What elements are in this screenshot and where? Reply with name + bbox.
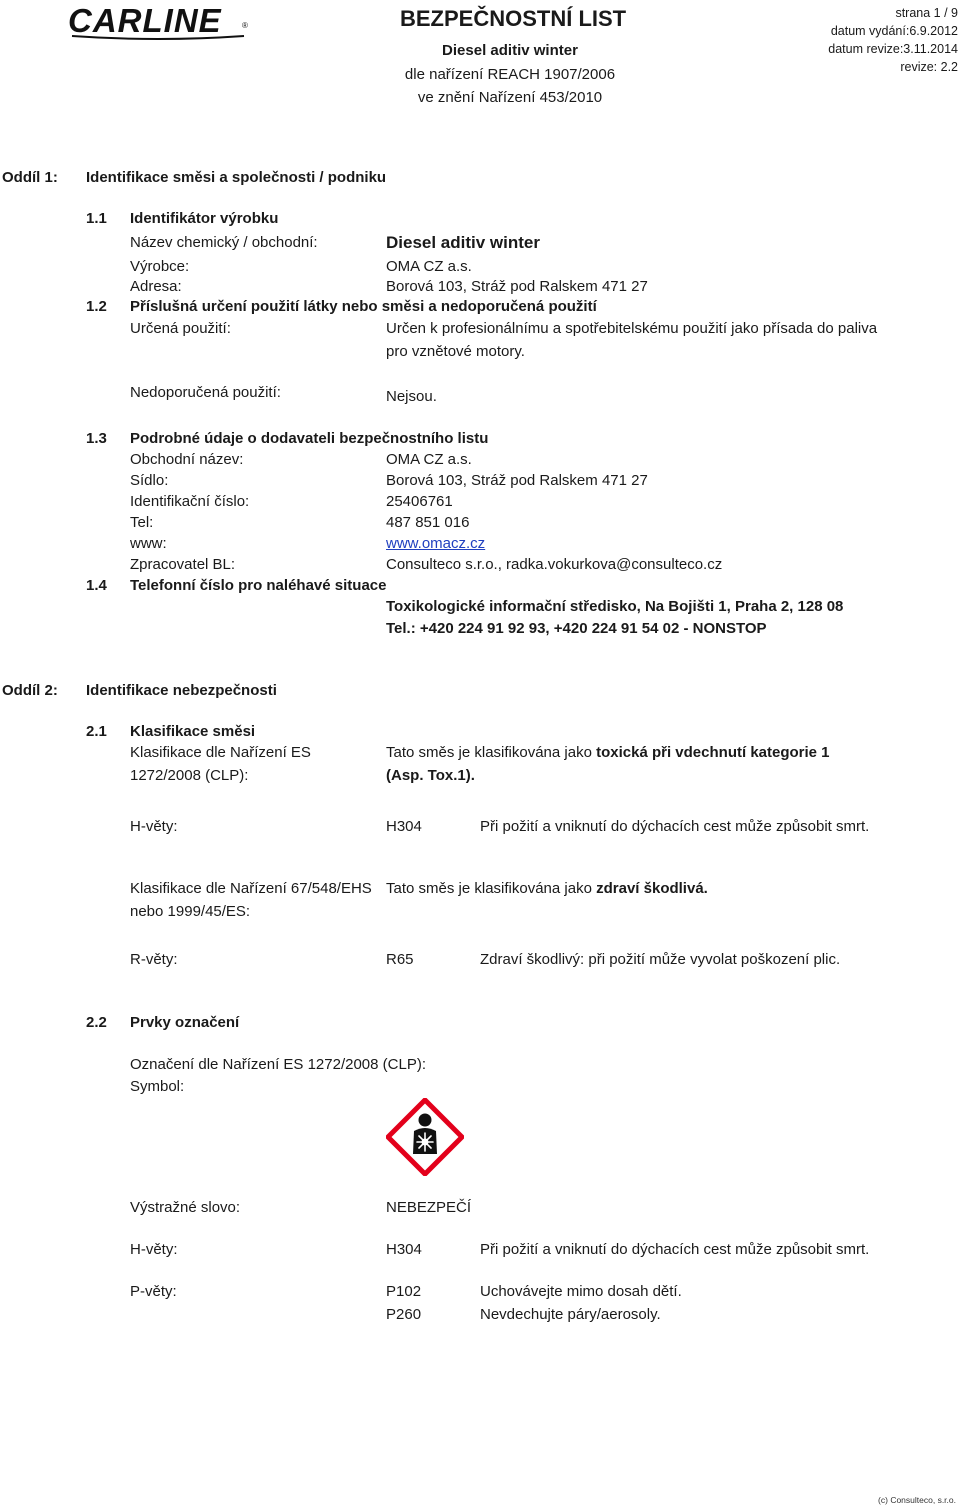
phone-value: 487 851 016	[386, 514, 470, 531]
s21-title: Klasifikace směsi	[130, 723, 256, 740]
svg-text:®: ®	[242, 21, 248, 30]
eu-text-bold: zdraví škodlivá.	[596, 880, 708, 897]
p-statements-label: P-věty:	[130, 1283, 177, 1300]
issue-date: datum vydání:6.9.2012	[830, 24, 958, 38]
eu-classification	[386, 880, 708, 897]
section2-title: Identifikace nebezpečnosti	[86, 682, 277, 699]
address-value: Borová 103, Stráž pod Ralskem 471 27	[386, 278, 648, 295]
s22-title: Prvky označení	[130, 1014, 240, 1031]
h-statements-label: H-věty:	[130, 818, 178, 835]
revision: revize: 2.2	[900, 60, 958, 74]
symbol-label: Symbol:	[130, 1078, 185, 1095]
id-number-label: Identifikační číslo:	[130, 493, 250, 510]
clp-label-2: 1272/2008 (CLP):	[130, 767, 249, 784]
intended-use-value-1: Určen k profesionálnímu a spotřebitelskému použití jako přísada do paliva	[386, 320, 878, 337]
s21-num: 2.1	[86, 723, 107, 740]
product-name-label: Název chemický / obchodní:	[130, 234, 318, 251]
labeling-regulation: Označení dle Nařízení ES 1272/2008 (CLP):	[130, 1056, 427, 1073]
emergency-line-2: Tel.: +420 224 91 92 93, +420 224 91 54 02 - NONSTOP	[386, 620, 767, 637]
health-hazard-icon	[386, 1098, 464, 1176]
id-number-value: 25406761	[386, 493, 453, 510]
svg-text:CARLINE: CARLINE	[68, 2, 222, 39]
h-statements-label-2: H-věty:	[130, 1241, 178, 1258]
r-text: Zdraví škodlivý: při požití může vyvolat poškození plic.	[480, 951, 841, 968]
p-code: P260	[386, 1306, 422, 1323]
clp-text-line2: (Asp. Tox.1).	[386, 767, 475, 784]
h-text-2: Při požití a vniknutí do dýchacích cest může způsobit smrt.	[480, 1241, 870, 1258]
s13-title: Podrobné údaje o dodavateli bezpečnostního listu	[130, 430, 489, 447]
p-code: P102	[386, 1283, 422, 1300]
eu-label-2: nebo 1999/45/ES:	[130, 903, 251, 920]
s22-num: 2.2	[86, 1014, 107, 1031]
signal-word-label: Výstražné slovo:	[130, 1199, 241, 1216]
h-text: Při požití a vniknutí do dýchacích cest může způsobit smrt.	[480, 818, 870, 835]
eu-text-normal: Tato směs je klasifikována jako	[386, 880, 597, 897]
p-text: Uchovávejte mimo dosah dětí.	[480, 1283, 682, 1300]
h-code-2: H304	[386, 1241, 422, 1258]
s12-title: Příslušná určení použití látky nebo směsi a nedoporučená použití	[130, 298, 597, 315]
processor-value: Consulteco s.r.o., radka.vokurkova@consulteco.cz	[386, 556, 723, 573]
s11-title: Identifikátor výrobku	[130, 210, 279, 227]
footer-copyright: (c) Consulteco, s.r.o.	[878, 1495, 956, 1505]
section2-label: Oddíl 2:	[2, 682, 58, 699]
phone-label: Tel:	[130, 514, 154, 531]
intended-use-label: Určená použití:	[130, 320, 231, 337]
clp-classification	[386, 744, 830, 761]
r-statements-label: R-věty:	[130, 951, 178, 968]
s11-num: 1.1	[86, 210, 107, 227]
r-code: R65	[386, 951, 414, 968]
seat-label: Sídlo:	[130, 472, 169, 489]
manufacturer-value: OMA CZ a.s.	[386, 258, 472, 275]
clp-label-1: Klasifikace dle Nařízení ES	[130, 744, 311, 761]
p-text: Nevdechujte páry/aerosoly.	[480, 1306, 661, 1323]
clp-text-bold: toxická při vdechnutí kategorie 1	[596, 744, 830, 761]
trade-name-label: Obchodní název:	[130, 451, 244, 468]
h-code: H304	[386, 818, 422, 835]
amendment: ve znění Nařízení 453/2010	[417, 89, 603, 106]
manufacturer-label: Výrobce:	[130, 258, 190, 275]
section1-label: Oddíl 1:	[2, 169, 58, 186]
carline-logo	[66, 2, 252, 40]
eu-label-1: Klasifikace dle Nařízení 67/548/EHS	[130, 880, 372, 897]
document-title: BEZPEČNOSTNÍ LIST	[400, 6, 627, 31]
s13-num: 1.3	[86, 430, 107, 447]
seat-value: Borová 103, Stráž pod Ralskem 471 27	[386, 472, 648, 489]
page-number: strana 1 / 9	[895, 6, 958, 20]
www-label: www:	[130, 535, 167, 552]
product-name-value: Diesel aditiv winter	[386, 233, 540, 252]
regulation: dle nařízení REACH 1907/2006	[404, 66, 616, 83]
website-link[interactable]: www.omacz.cz	[386, 535, 486, 552]
trade-name-value: OMA CZ a.s.	[386, 451, 472, 468]
clp-text-normal: Tato směs je klasifikována jako	[386, 744, 597, 761]
s14-title: Telefonní číslo pro naléhavé situace	[130, 577, 387, 594]
intended-use-value-2: pro vznětové motory.	[386, 343, 525, 360]
product-name: Diesel aditiv winter	[442, 42, 578, 59]
address-label: Adresa:	[130, 278, 182, 295]
emergency-line-1: Toxikologické informační středisko, Na Bojišti 1, Praha 2, 128 08	[386, 598, 844, 615]
not-recommended-label: Nedoporučená použití:	[130, 384, 281, 401]
s12-num: 1.2	[86, 298, 107, 315]
revision-date: datum revize:3.11.2014	[828, 42, 958, 56]
section1-title: Identifikace směsi a společnosti / podniku	[86, 169, 387, 186]
signal-word-value: NEBEZPEČÍ	[386, 1199, 472, 1216]
s14-num: 1.4	[86, 577, 107, 594]
processor-label: Zpracovatel BL:	[130, 556, 236, 573]
not-recommended-value: Nejsou.	[386, 388, 437, 405]
